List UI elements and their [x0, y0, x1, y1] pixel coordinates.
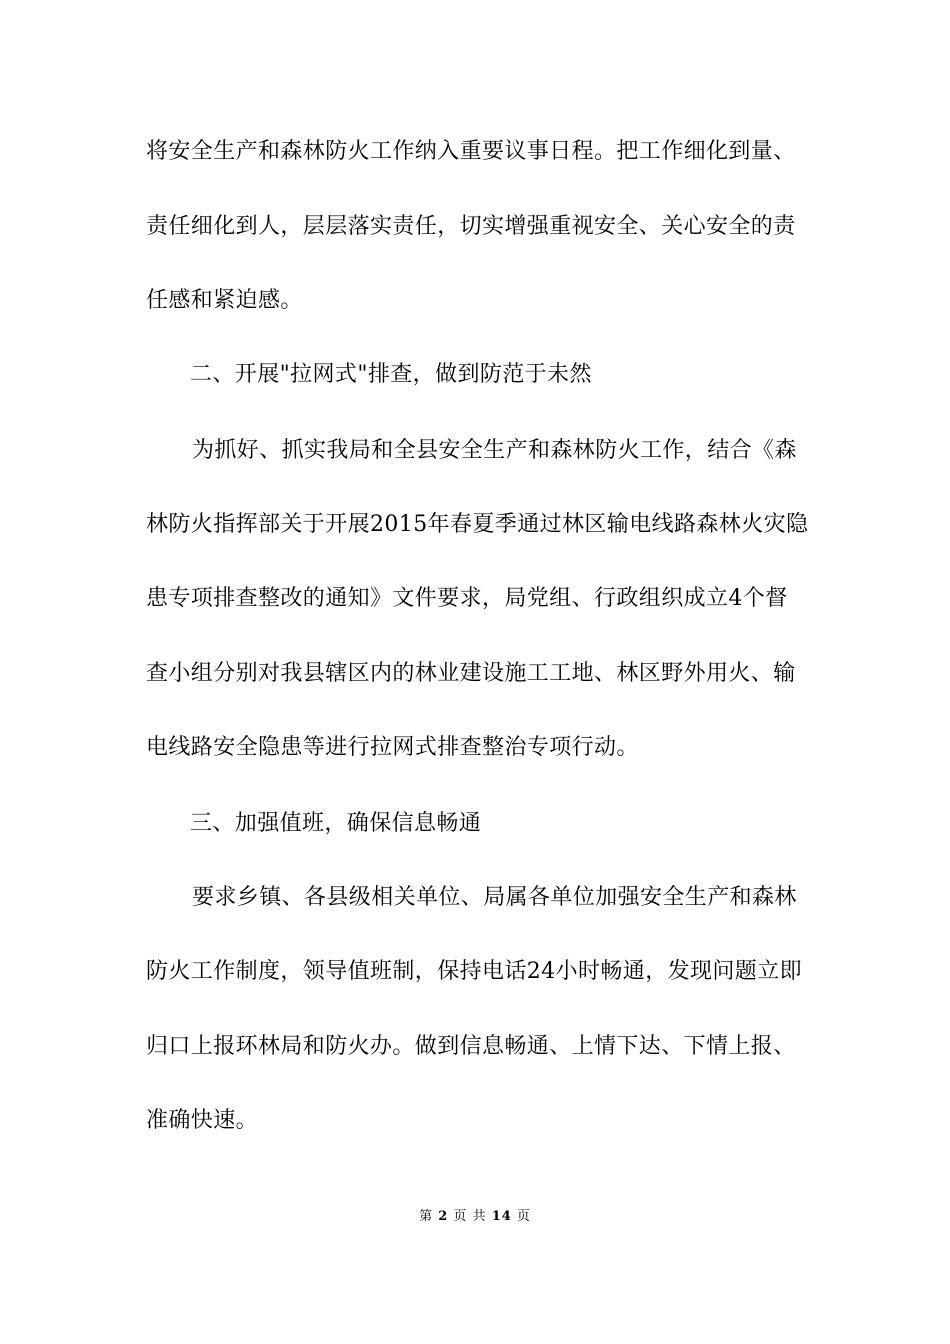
paragraph-line: 为抓好、抓实我局和全县安全生产和森林防火工作，结合《森 — [192, 438, 797, 463]
paragraph-line: 电线路安全隐患等进行拉网式排查整治专项行动。 — [146, 735, 639, 760]
current-page-number: 2 — [438, 1209, 449, 1224]
footer-prefix: 第 — [419, 1209, 434, 1224]
paragraph-line: 归口上报环林局和防火办。做到信息畅通、上情下达、下情上报、 — [146, 1034, 796, 1059]
footer-suffix: 页 — [516, 1209, 531, 1224]
section-heading: 二、开展"拉网式"排查，做到防范于未然 — [190, 362, 592, 387]
total-pages-number: 14 — [491, 1209, 512, 1224]
page-footer — [0, 1208, 950, 1226]
paragraph-line: 查小组分别对我县辖区内的林业建设施工工地、林区野外用火、输 — [146, 661, 796, 686]
paragraph-line: 准确快速。 — [146, 1108, 259, 1133]
paragraph-line: 林防火指挥部关于开展2015年春夏季通过林区输电线路森林火灾隐 — [146, 512, 809, 537]
paragraph-line: 任感和紧迫感。 — [146, 288, 303, 313]
paragraph-line: 要求乡镇、各县级相关单位、局属各单位加强安全生产和森林 — [192, 885, 797, 910]
section-heading: 三、加强值班，确保信息畅通 — [190, 811, 482, 836]
paragraph-line: 将安全生产和森林防火工作纳入重要议事日程。把工作细化到量、 — [146, 139, 796, 164]
paragraph-line: 责任细化到人，层层落实责任，切实增强重视安全、关心安全的责 — [146, 214, 796, 239]
footer-middle: 页 共 — [453, 1209, 487, 1224]
paragraph-line: 防火工作制度，领导值班制，保持电话24小时畅通，发现问题立即 — [146, 959, 802, 984]
paragraph-line: 患专项排查整改的通知》文件要求，局党组、行政组织成立4个督 — [146, 586, 788, 611]
